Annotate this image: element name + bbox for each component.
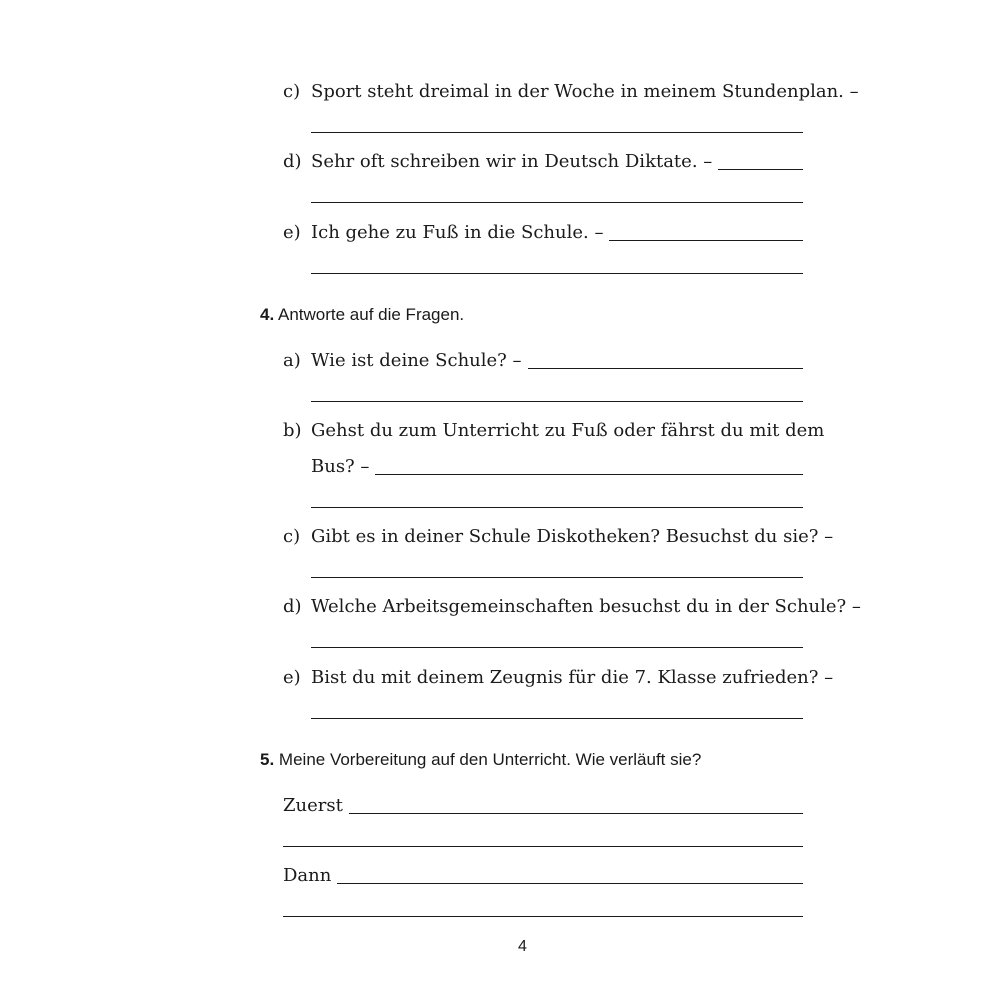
item-text-3e: Ich gehe zu Fuß in die Schule. – <box>311 222 604 243</box>
answer-line[interactable] <box>718 169 803 170</box>
task-title: Antworte auf die Fragen. <box>277 305 465 324</box>
item-text-3d: Sehr oft schreiben wir in Deutsch Diktate. – <box>311 151 713 172</box>
page-number: 4 <box>518 938 527 955</box>
item-text-3c: Sport steht dreimal in der Woche in meinem Stundenplan. – <box>311 81 859 102</box>
answer-line[interactable] <box>311 718 803 719</box>
answer-line[interactable] <box>311 132 803 133</box>
item-label-3c: c) <box>283 81 301 102</box>
answer-line[interactable] <box>283 846 803 847</box>
prompt-zuerst <box>283 795 803 816</box>
item-text-4c: Gibt es in deiner Schule Diskotheken? Besuchst du sie? – <box>311 526 834 547</box>
answer-line[interactable] <box>311 401 803 402</box>
item-label-4c: c) <box>283 526 301 547</box>
answer-line[interactable] <box>337 883 803 884</box>
answer-line[interactable] <box>609 240 803 241</box>
task-4-heading <box>260 305 464 325</box>
item-text-4d: Welche Arbeitsgemeinschaften besuchst du in der Schule? – <box>311 596 861 617</box>
answer-line[interactable] <box>311 273 803 274</box>
item-label-4b: b) <box>283 420 302 441</box>
prompt-dann <box>283 865 803 886</box>
exercise-item-3e <box>311 222 803 243</box>
item-label-3e: e) <box>283 222 301 243</box>
answer-line[interactable] <box>528 368 803 369</box>
exercise-item-4b-cont <box>311 456 803 477</box>
task-number: 4. <box>260 305 275 324</box>
item-label-4e: e) <box>283 667 301 688</box>
answer-line[interactable] <box>283 916 803 917</box>
exercise-item-4c <box>311 526 834 547</box>
answer-line[interactable] <box>311 647 803 648</box>
task-number: 5. <box>260 750 275 769</box>
item-label-4a: a) <box>283 350 301 371</box>
answer-line[interactable] <box>349 813 803 814</box>
exercise-item-4a <box>311 350 803 371</box>
task-title: Meine Vorbereitung auf den Unterricht. Wie verläuft sie? <box>278 750 702 769</box>
exercise-item-4e <box>311 667 834 688</box>
exercise-item-3c <box>311 81 859 102</box>
task-5-heading <box>260 750 701 770</box>
item-text-4b-line2: Bus? – <box>311 456 370 477</box>
answer-line[interactable] <box>311 577 803 578</box>
item-label-3d: d) <box>283 151 302 172</box>
prompt-label-dann: Dann <box>283 865 332 886</box>
prompt-label-zuerst: Zuerst <box>283 795 343 816</box>
exercise-item-4d <box>311 596 861 617</box>
item-text-4a: Wie ist deine Schule? – <box>311 350 522 371</box>
item-text-4b: Gehst du zum Unterricht zu Fuß oder fährst du mit dem <box>311 420 825 441</box>
answer-line[interactable] <box>311 507 803 508</box>
answer-line[interactable] <box>311 202 803 203</box>
answer-line[interactable] <box>375 474 803 475</box>
exercise-item-3d <box>311 151 803 172</box>
item-text-4e: Bist du mit deinem Zeugnis für die 7. Klasse zufrieden? – <box>311 667 834 688</box>
item-label-4d: d) <box>283 596 302 617</box>
